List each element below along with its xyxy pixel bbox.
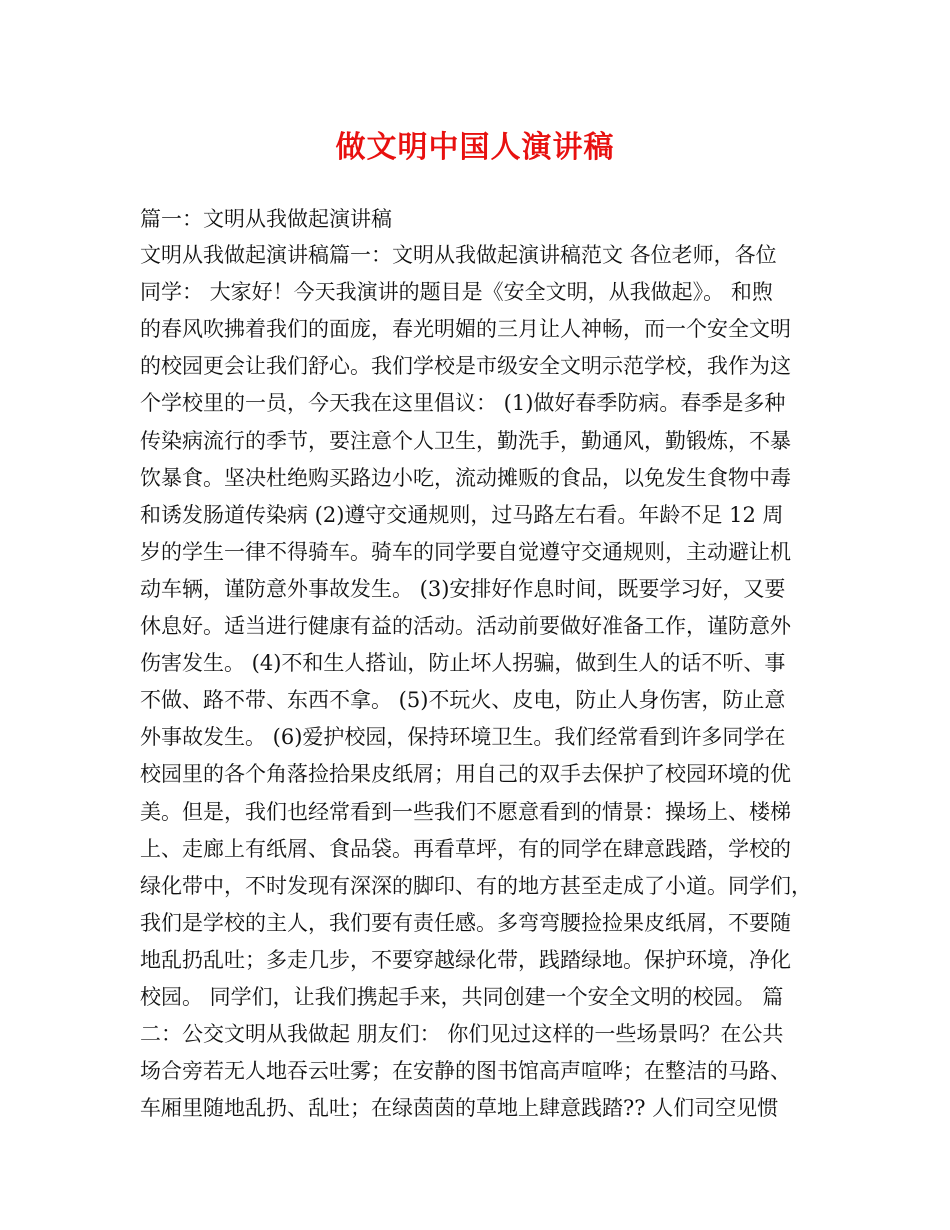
body-line: 上、走廊上有纸屑、食品袋。再看草坪，有的同学在肆意践踏，学校的 [140, 837, 791, 861]
body-line: 岁的学生一律不得骑车。骑车的同学要自觉遵守交通规则，主动避让机 [140, 540, 791, 564]
body-line: 的校园更会让我们舒心。我们学校是市级安全文明示范学校，我作为这 [140, 354, 791, 378]
body-line: 伤害发生。 (4)不和生人搭讪，防止坏人拐骗，做到生人的话不听、事 [140, 651, 786, 675]
body-line: 外事故发生。 (6)爱护校园，保持环境卫生。我们经常看到许多同学在 [140, 725, 786, 749]
body-line: 地乱扔乱吐；多走几步，不要穿越绿化带，践踏绿地。保护环境，净化 [140, 948, 791, 972]
body-line: 饮暴食。坚决杜绝购买路边小吃，流动摊贩的食品，以免发生食物中毒 [140, 466, 791, 490]
body-line: 二：公交文明从我做起 朋友们： 你们见过这样的一些场景吗？在公共 [140, 1022, 784, 1046]
body-line: 的春风吹拂着我们的面庞，春光明媚的三月让人神畅，而一个安全文明 [140, 317, 791, 341]
body-line: 和诱发肠道传染病 (2)遵守交通规则，过马路左右看。年龄不足 12 周 [140, 503, 784, 527]
body-line: 车厢里随地乱扔、乱吐；在绿茵茵的草地上肆意践踏?? 人们司空见惯 [140, 1096, 779, 1120]
body-line: 传染病流行的季节，要注意个人卫生，勤洗手，勤通风，勤锻炼，不暴 [140, 429, 791, 453]
body-line: 休息好。适当进行健康有益的活动。活动前要做好准备工作，谨防意外 [140, 614, 791, 638]
body-line: 美。但是，我们也经常看到一些我们不愿意看到的情景：操场上、楼梯 [140, 800, 791, 824]
body-line: 绿化带中，不时发现有深深的脚印、有的地方甚至走成了小道。同学们， [140, 874, 812, 898]
body-line: 同学： 大家好！今天我演讲的题目是《安全文明，从我做起》。 和煦 [140, 280, 773, 304]
body-line: 我们是学校的主人，我们要有责任感。多弯弯腰捡捡果皮纸屑，不要随 [140, 911, 791, 935]
body-line: 校园。 同学们，让我们携起手来，共同创建一个安全文明的校园。 篇 [140, 985, 784, 1009]
body-line: 个学校里的一员，今天我在这里倡议： (1)做好春季防病。春季是多种 [140, 391, 786, 415]
section-heading: 篇一：文明从我做起演讲稿 [140, 207, 392, 231]
body-line: 动车辆，谨防意外事故发生。 (3)安排好作息时间，既要学习好，又要 [140, 577, 786, 601]
body-line: 不做、路不带、东西不拿。 (5)不玩火、皮电，防止人身伤害，防止意 [140, 688, 786, 712]
body-line: 场合旁若无人地吞云吐雾；在安静的图书馆高声喧哗；在整洁的马路、 [140, 1059, 791, 1083]
body-line: 文明从我做起演讲稿篇一：文明从我做起演讲稿范文 各位老师，各位 [140, 243, 777, 267]
body-line: 校园里的各个角落捡拾果皮纸屑；用自己的双手去保护了校园环境的优 [140, 762, 791, 786]
document-title: 做文明中国人演讲稿 [335, 130, 615, 165]
